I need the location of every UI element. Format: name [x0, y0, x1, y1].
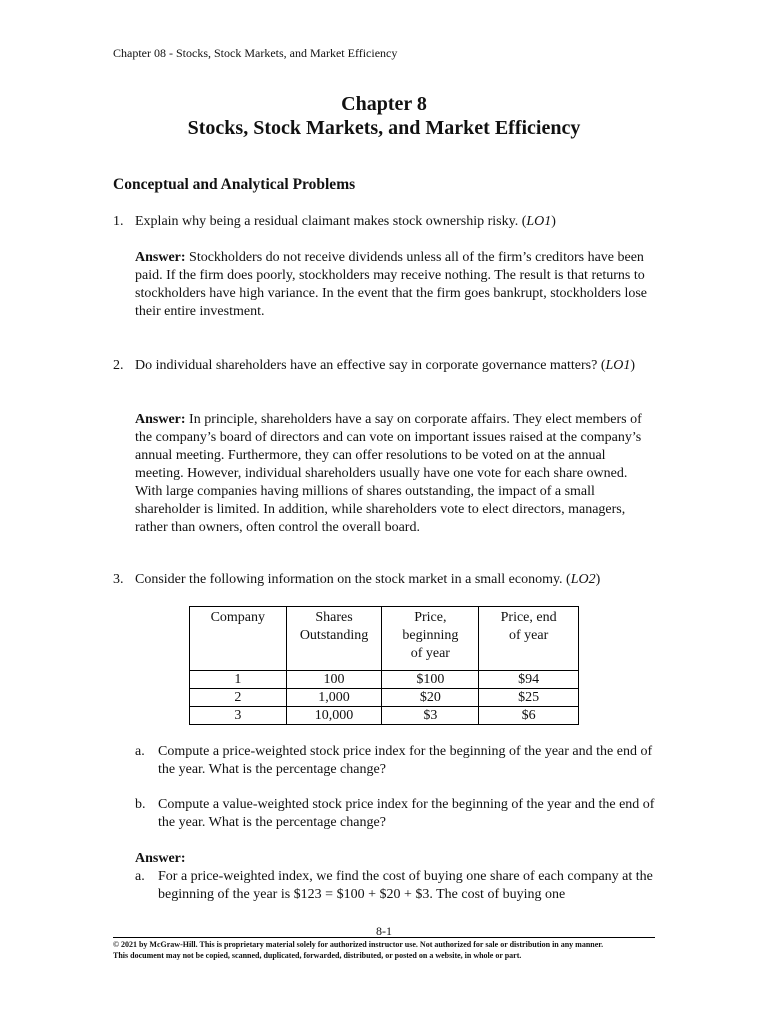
learning-objective: LO2: [570, 572, 596, 587]
question-2: [113, 357, 653, 375]
part-letter: a.: [135, 744, 145, 759]
part-letter: a.: [135, 869, 145, 884]
table-cell: 3: [190, 707, 287, 725]
table-header-text: Price, end of year: [500, 610, 557, 643]
question-number: 3.: [113, 572, 124, 587]
part-text: Compute a value-weighted stock price index for the beginning of the year and the end of the year. What is the percentage change?: [158, 797, 655, 830]
answer-text: In principle, shareholders have a say on corporate affairs. They elect members of the company’s board of directors and can vote on important issues raised at the company’s annual meeting. Furthermore, they can offer resolutions to be voted on at the annual meeting. However, individual shareholders usually have one vote for each share owned. With large companies having millions of shares outstanding, the impact of a small shareholder is limited. In addition, while shareholders vote to elect directors, managers, rather than owners, often control the overall board.: [135, 412, 642, 535]
learning-objective: LO1: [526, 214, 552, 229]
answer-1: [135, 249, 655, 321]
question-text: Consider the following information on the stock market in a small economy. (: [135, 572, 571, 587]
table-header-text: Shares Outstanding: [299, 610, 369, 643]
table-header-cell: [382, 607, 479, 671]
footer-divider: [113, 937, 655, 938]
learning-objective: LO1: [605, 358, 631, 373]
answer-text: Stockholders do not receive dividends unless all of the firm’s creditors have been paid. If the firm does poorly, stockholders may receive nothing. The result is that returns to stockholders have high variance. In the event that the firm goes bankrupt, stockholders lose their entire investment.: [135, 250, 648, 319]
table-cell: $94: [479, 671, 579, 689]
question-number: 1.: [113, 214, 124, 229]
answer-label: Answer:: [135, 412, 186, 427]
answer-label: Answer:: [135, 250, 186, 265]
question-1: [113, 213, 653, 231]
question-3-part-b: [135, 796, 655, 832]
question-close-paren: ): [551, 214, 556, 229]
table-row: [190, 689, 579, 707]
table-header-row: [190, 607, 579, 671]
running-header: Chapter 08 - Stocks, Stock Markets, and Market Efficiency: [113, 46, 398, 60]
chapter-subtitle: Stocks, Stock Markets, and Market Efficiency: [187, 117, 581, 139]
table-header-cell: [286, 607, 382, 671]
answer-3-label: [135, 850, 655, 868]
stock-market-table: [189, 606, 579, 725]
table-header-cell: Company: [190, 607, 287, 671]
question-3-part-a: [135, 743, 655, 779]
answer-2: [135, 411, 655, 537]
part-text: For a price-weighted index, we find the cost of buying one share of each company at the beginning of the year is $123 = $100 + $20 + $3. The cost of buying one: [158, 869, 653, 902]
table-cell: 100: [286, 671, 382, 689]
copyright-line: This document may not be copied, scanned, duplicated, forwarded, distributed, or posted on a website, in whole or part.: [113, 951, 522, 960]
table-cell: 1: [190, 671, 287, 689]
table-cell: $3: [382, 707, 479, 725]
question-3: [113, 571, 653, 589]
table-cell: 2: [190, 689, 287, 707]
table-cell: $20: [382, 689, 479, 707]
question-text: Explain why being a residual claimant makes stock ownership risky. (: [135, 214, 527, 229]
question-close-paren: ): [595, 572, 601, 587]
answer-label: Answer:: [135, 851, 186, 866]
question-close-paren: ): [630, 358, 636, 373]
table-header-cell: [479, 607, 579, 671]
part-letter: b.: [135, 797, 146, 812]
part-text: Compute a price-weighted stock price index for the beginning of the year and the end of the year. What is the percentage change?: [158, 744, 653, 777]
table-header-text: Price, beginning of year: [402, 610, 459, 661]
question-text: Do individual shareholders have an effective say in corporate governance matters? (: [135, 358, 606, 373]
chapter-title: Chapter 8: [341, 93, 427, 115]
table-cell: $100: [382, 671, 479, 689]
section-heading: Conceptual and Analytical Problems: [113, 176, 356, 193]
table-cell: $6: [479, 707, 579, 725]
table-cell: $25: [479, 689, 579, 707]
page-number: 8-1: [376, 924, 392, 938]
answer-3-part-a: [135, 868, 655, 904]
copyright-line: © 2021 by McGraw-Hill. This is proprietary material solely for authorized instructor use. Not authorized for sale or distribution in any manner.: [113, 940, 604, 949]
copyright-notice: [113, 939, 673, 961]
question-number: 2.: [113, 358, 124, 373]
table-cell: 10,000: [286, 707, 382, 725]
table-cell: 1,000: [286, 689, 382, 707]
table-row: [190, 707, 579, 725]
table-row: [190, 671, 579, 689]
